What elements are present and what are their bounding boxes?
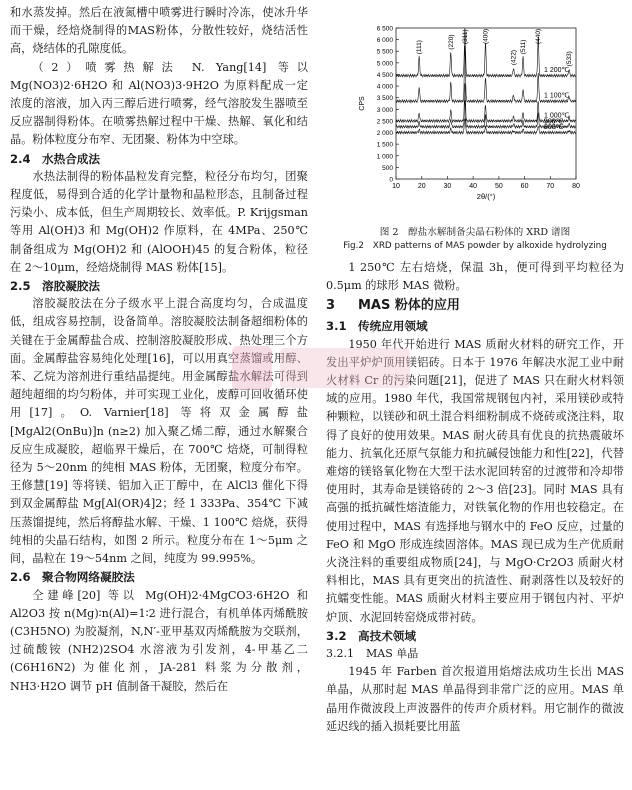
x-tick-label: 60 (520, 183, 529, 190)
x-tick-label: 10 (392, 183, 400, 190)
series-label: 1 200℃ (544, 67, 570, 75)
y-tick-label: 0 (389, 176, 393, 184)
peak-label: (111) (416, 40, 424, 55)
paragraph: 仝建峰[20] 等以 Mg(OH)2·4MgCO3·6H2O 和 Al2O3 按 n(Mg)∶n(Al)=1∶2 进行混合，有机单体丙烯酰胺 (C3H5NO) 为胶凝剂，N,N′-亚甲基双丙烯酰胺为交联剂，过硫酸铵 (NH2)2SO4 水溶液为引发剂，4-甲基乙二 (C6H16N2) 为催化剂，JA-281 料浆为分散剂，NH3·H2O 调节 pH 值制备干凝胶，然后在 (10, 588, 308, 693)
xrd-figure (326, 4, 624, 226)
right-column (326, 4, 624, 736)
y-tick-label: 4 500 (376, 71, 393, 79)
x-tick-label: 50 (494, 183, 503, 190)
series-label: 1 100℃ (544, 92, 570, 100)
y-tick-label: 6 000 (376, 37, 393, 45)
y-tick-label: 5 000 (376, 60, 393, 68)
y-tick-label: 3 500 (376, 95, 393, 103)
peak-label: (422) (510, 49, 518, 66)
y-tick-label: 500 (382, 164, 393, 172)
y-tick-label: 1 000 (376, 153, 393, 161)
section-heading-3: 3 MAS 粉体的应用 (326, 298, 460, 314)
figure-caption-cn: 图 2 醇盐水解制备尖晶石粉体的 XRD 谱图 (379, 227, 571, 238)
figure-caption-en: Fig.2 XRD patterns of MAS powder by alkoxide hydrolyzing (343, 241, 607, 251)
section-heading-3-2: 3.2 高技术领域 (326, 628, 416, 643)
series-label: 900℃ (544, 118, 564, 126)
y-tick-label: 1 500 (376, 141, 393, 149)
section-heading-2-6: 2.6 聚合物网络凝胶法 (10, 570, 135, 585)
peak-label: (440) (535, 28, 543, 44)
paragraph: 水热法制得的粉体晶粒发育完整，粒径分布均匀，团聚程度低，易得到合适的化学计量物和晶粒形态，且制备过程污染小、成本低，但生产周期较长、效率低。P. Krijgsman 等用 Al(OH)3 和 Mg(OH)2 作原料，在 4MPa、250℃ 制备组成为 Mg(OH)2 和 (AlOOH)45 的复合粉体，粒径在 2～10μm，经焙烧制得 MAS 粉体[15]。 (10, 169, 308, 274)
x-tick-label: 40 (469, 183, 478, 190)
peak-label: (400) (482, 28, 490, 44)
series-label: 1 000℃ (544, 112, 570, 120)
x-tick-label: 30 (443, 183, 452, 190)
paragraph: 1 250℃ 左右焙烧，保温 3h，便可得到平均粒径为 0.5μm 的球形 MAS 微粉。 (326, 261, 624, 293)
peak-label: (533) (566, 51, 574, 67)
y-tick-label: 6 500 (376, 25, 393, 33)
xrd-chart (326, 4, 624, 226)
peak-label: (311) (461, 29, 469, 44)
section-heading-3-2-1: 3.2.1 MAS 单晶 (326, 647, 419, 661)
x-tick-label: 70 (546, 183, 555, 190)
paragraph: 1945 年 Farben 首次报道用焰熔法成功生长出 MAS 单晶，从那时起 MAS 单晶得到非常广泛的应用。MAS 单晶用作微波段上声波器件的传声介质材料。用它制作的微波延迟线的插入损耗要比用蓝 (326, 665, 624, 733)
y-axis-label: CPS (359, 96, 366, 111)
section-heading-3-1: 3.1 传统应用领域 (326, 319, 428, 334)
y-tick-label: 5 500 (376, 48, 393, 56)
y-tick-label: 2 000 (376, 130, 393, 138)
paragraph: （2）喷雾热解法 N. Yang[14] 等以 Mg(NO3)2·6H2O 和 Al(NO3)3·9H2O 为原料配成一定浓度的溶液，加入丙三醇后进行喷雾，经气溶胶发生器喷至反应器制得粉体。在喷雾热解过程中干燥、热解、氧化和结晶。粉体粒度分布窄、无团聚、粉体为中空球。 (10, 60, 308, 147)
y-tick-label: 3 000 (376, 106, 393, 114)
paragraph: 和水蒸发掉。然后在液氮槽中喷雾进行瞬时冷冻，使冰升华而干燥，经焙烧制得的MAS粉体，分散性较好，烧结活性高，烧结体的孔隙度低。 (10, 6, 308, 56)
peak-label: (511) (520, 39, 528, 55)
section-heading-2-4: 2.4 水热合成法 (10, 151, 100, 166)
peak-label: (220) (447, 34, 455, 50)
section-heading-2-5: 2.5 溶胶凝胶法 (10, 279, 100, 294)
series-label: 800℃ (544, 124, 564, 132)
y-tick-label: 4 000 (376, 83, 393, 91)
x-tick-label: 80 (572, 183, 580, 190)
y-tick-label: 2 500 (376, 118, 393, 126)
x-tick-label: 20 (417, 183, 426, 190)
left-column (10, 4, 308, 696)
paragraph: 溶胶凝胶法在分子级水平上混合高度均匀，合成温度低，组成容易控制，设备简单。溶胶凝胶法制备超细粉体的关键在于金属醇盐合成、控制溶胶凝胶形成、热处理三个方面。金属醇盐容易纯化处理[16]，可以用真空蒸馏或用醇、苯、乙烷为溶剂进行重结晶提纯。用金属醇盐水解法可得到超纯超细的均匀粉体，并可实现工业化，废醇可回收循环使用[17]。O. Varnier[18] 等将双金属醇盐 [MgAl2(OnBu)]n (n≥2) 加入聚乙烯二醇，通过水解聚合反应生成凝胶，超临界干燥后，在 700℃ 焙烧，可制得粒径为 5～20nm 的纯相 MAS 粉体，无团聚，粒度分布窄。王修慧[19] 等将镁、铝加入正丁醇中，在 AlCl3 催化下得到双金属醇盐 Mg[Al(OR)4]2；经 1 333Pa、354℃ 下减压蒸馏提纯，然后将醇盐水解、干燥、1 100℃ 焙烧，获得纯相的尖晶石结构，如图 2 所示。粒度分布在 1～5μm 之间，晶粒在 19～54nm 之间，纯度为 99.995%。 (10, 297, 308, 566)
x-axis-label: 2θ/(°) (476, 192, 496, 201)
paragraph: 1950 年代开始进行 MAS 质耐火材料的研究工作，开发出平炉炉顶用镁铝砖。日本于 1976 年解决水泥工业中耐火材料 Cr 的污染问题[21]，促进了 MAS 只在耐火材料领域的应用。1980 年代，我国常规钢包内衬，采用镁砂或特种颗粒，以镁砂和矾土混合料细粉制成不烧砖或浇注料，取得了良好的使用效果。MAS 耐火砖具有优良的抗热震破坏能力、抗氧化还原气氛能力和抗碱侵蚀能力和性[22]，代替难熔的镁铬氧化物在大型干法水泥回转窑的过渡带和冷却带使用时，其寿命是镁铬砖的 2～3 倍[23]。同时 MAS 具有高强的抵抗碱性熔渣能力，对铁氧化物的作用也较稳定。在使用过程中，MAS 有选择地与钢水中的 FeO 反应，过量的 FeO 和 MgO 形成连续固溶体。MAS 现已成为生产优质耐火浇注料的重要组成物质[24]，与 MgO·Cr2O3 质耐火材料相比，MAS 具有更突出的抗渣性、耐剥落性以及较好的抗蠕变性能。MAS 质耐火材料主要应用于钢包内衬、平炉炉顶、水泥回转窑烧成带衬砖。 (326, 337, 624, 624)
